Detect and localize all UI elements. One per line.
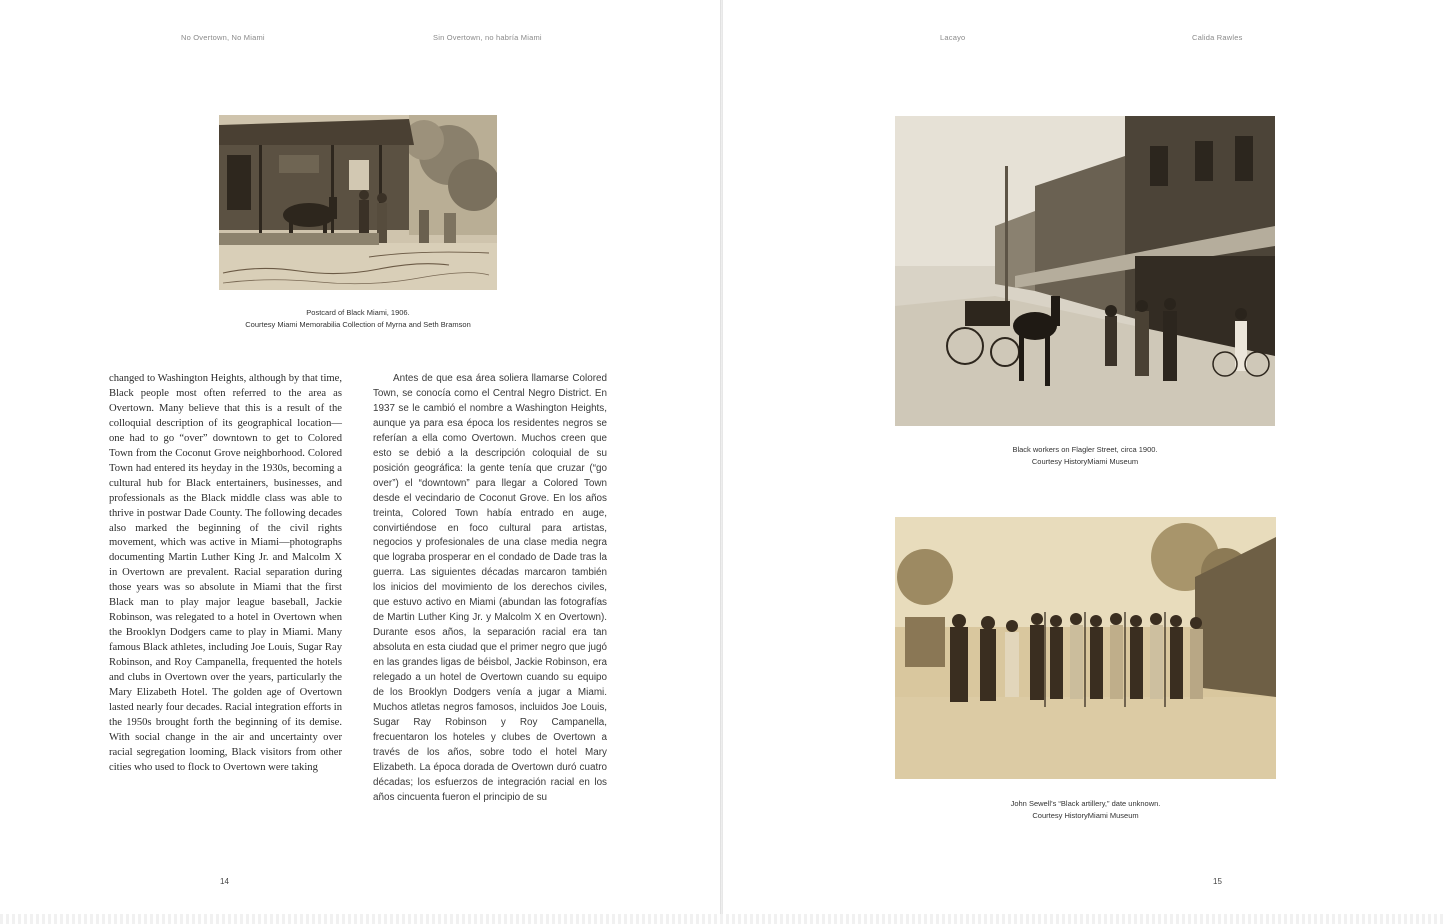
running-head-left: Lacayo <box>940 33 966 42</box>
body-text-english: changed to Washington Heights, although by that time, Black people most often referred to the area as Overtown. Many believe that this is a result of the colloquial description of its geographical location—one had to go “over” downtown to get to Colored Town from the Coconut Grove neighborhood. Colored Town had entered its heyday in the 1930s, becoming a cultural hub for Black entertainers, businesses, and professionals as the Black middle class was able to thrive in postwar Dade County. The following decades also marked the beginning of the civil rights movement, which was active in Miami—photographs documenting Martin Luther King Jr. and Malcolm X in Overtown are prevalent. Racial separation during those years was so absolute in Miami that the first Black man to play major league baseball, Jackie Robinson, was relegated to a hotel in Overtown when the Brooklyn Dodgers came to play in Miami. Many famous Black athletes, including Joe Louis, Sugar Ray Robinson, and Roy Campanella, frequented the hotels and clubs in Overtown over the years, particularly the Mary Elizabeth Hotel. The golden age of Overtown lasted nearly four decades. Racial integration efforts in the 1950s brought forth the beginning of its demise. With social change in the air and uncertainty over racial segregation looming, Black visitors from other cities who used to flock to Overtown were taking <box>109 373 342 773</box>
caption-line-2: Courtesy Miami Memorabilia Collection of Myrna and Seth Bramson <box>245 320 471 329</box>
caption-line-1: Black workers on Flagler Street, circa 1900. <box>1012 445 1158 454</box>
running-head-right: Calida Rawles <box>1192 33 1243 42</box>
body-text-spanish: Antes de que esa área soliera llamarse Colored Town, se conocía como el Central Negro District. En 1937 se le cambió el nombre a Washington Heights, aunque ya para esa época los residentes negros se referían a ella como Overtown. Muchos creen que esto se debió a la descripción coloquial de su posición geográfica: la gente tenía que cruzar (“go over”) el “downtown” para llegar a Colored Town desde el vecindario de Coconut Grove. En los años treinta, Colored Town había entrado en auge, convirtiéndose en foco cultural para artistas, negocios y profesionales de una clase media negra que lograba prosperar en el condado de Dade tras la guerra. Las siguientes décadas marcaron también los inicios del movimiento de los derechos civiles, que estuvo activo en Miami (abundan las fotografías de Martin Luther King Jr. y Malcolm X en Overtown). Durante esos años, la separación racial era tan absoluta en esta ciudad que el primer negro que jugó en las grandes ligas de béisbol, Jackie Robinson, era relegado a un hotel de Overtown cuando su equipo de los Brooklyn Dodgers venía a jugar a Miami. Muchos atletas negros famosos, incluidos Joe Louis, Sugar Ray Robinson y Roy Campanella, frecuentaron los hoteles y clubes de Overtown a través de los años, sobre todo el hotel Mary Elizabeth. La época dorada de Overtown duró cuatro décadas; los esfuerzos de integración racial en los años cincuenta fueron el principio de su <box>373 373 607 803</box>
caption-line-2: Courtesy HistoryMiami Museum <box>1032 811 1139 820</box>
caption-line-2: Courtesy HistoryMiami Museum <box>1031 457 1139 466</box>
page-number-left: 14 <box>220 877 229 886</box>
flagler-caption <box>895 444 1275 468</box>
page-bottom-edge <box>0 914 1445 924</box>
running-head-left: No Overtown, No Miami <box>181 33 265 42</box>
left-page <box>0 0 720 924</box>
postcard-caption <box>219 307 497 331</box>
postcard-photo <box>219 115 497 290</box>
black-artillery-photo <box>895 517 1276 779</box>
caption-line-1: John Sewell’s “Black artillery,” date unknown. <box>1010 799 1161 808</box>
flagler-street-photo <box>895 116 1275 426</box>
running-head-right: Sin Overtown, no habría Miami <box>433 33 542 42</box>
page-number-right: 15 <box>1213 877 1222 886</box>
caption-line-1: Postcard of Black Miami, 1906. <box>306 308 410 317</box>
artillery-caption <box>895 798 1276 822</box>
right-page <box>723 0 1445 924</box>
